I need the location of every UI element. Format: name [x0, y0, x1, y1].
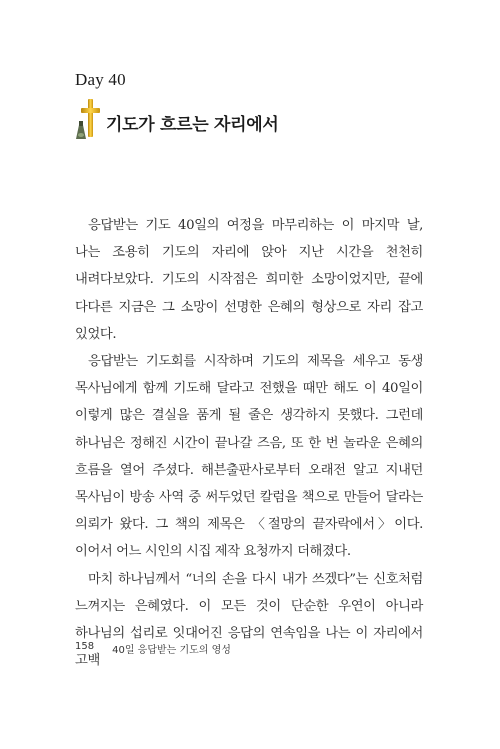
running-title: 40일 응답받는 기도의 영성: [112, 645, 231, 656]
body-text: [75, 212, 423, 674]
page-footer: [75, 641, 231, 656]
cross-with-bottle-icon: [74, 98, 102, 140]
paragraph: 마치 하나님께서 “너의 손을 다시 내가 쓰겠다”는 신호처럼 느껴지는 은혜였다. 이 모든 것이 단순한 우연이 아니라 하나님의 섭리로 잇대어진 응답의 연속임을 나는 이 자리에서 고백: [75, 571, 423, 669]
paragraph: 응답받는 기도회를 시작하며 기도의 제목을 세우고 동생 목사님에게 함께 기도해 달라고 전했을 때만 해도 이 40일이 이렇게 많은 결실을 품게 될 줄은 생각하지 못했다. 그런데 하나님은 정해진 시간이 끝나갈 즈음, 또 한 번 놀라운 은혜의 흐름을 열어 주셨다. 해븐출판사로부터 오래전 알고 지내던 목사님이 방송 사역 중 써두었던 칼럼을 책으로 만들어 달라는 의뢰가 왔다. 그 책의 제목은 〈절망의 끝자락에서〉이다. 이어서 어느 시인의 시집 제작 요청까지 더해졌다.: [75, 354, 423, 560]
paragraph: 응답받는 기도 40일의 여정을 마무리하는 이 마지막 날, 나는 조용히 기도의 자리에 앉아 지난 시간을 천천히 내려다보았다. 기도의 시작점은 희미한 소망이었지만, 끝에 다다른 지금은 그 소망이 선명한 은혜의 형상으로 자리 잡고 있었다.: [75, 218, 423, 342]
page-number: 158: [75, 641, 95, 652]
chapter-title: 기도가 흐르는 자리에서: [106, 115, 279, 135]
chapter-title-row: [74, 96, 278, 140]
day-label: Day 40: [75, 70, 126, 89]
